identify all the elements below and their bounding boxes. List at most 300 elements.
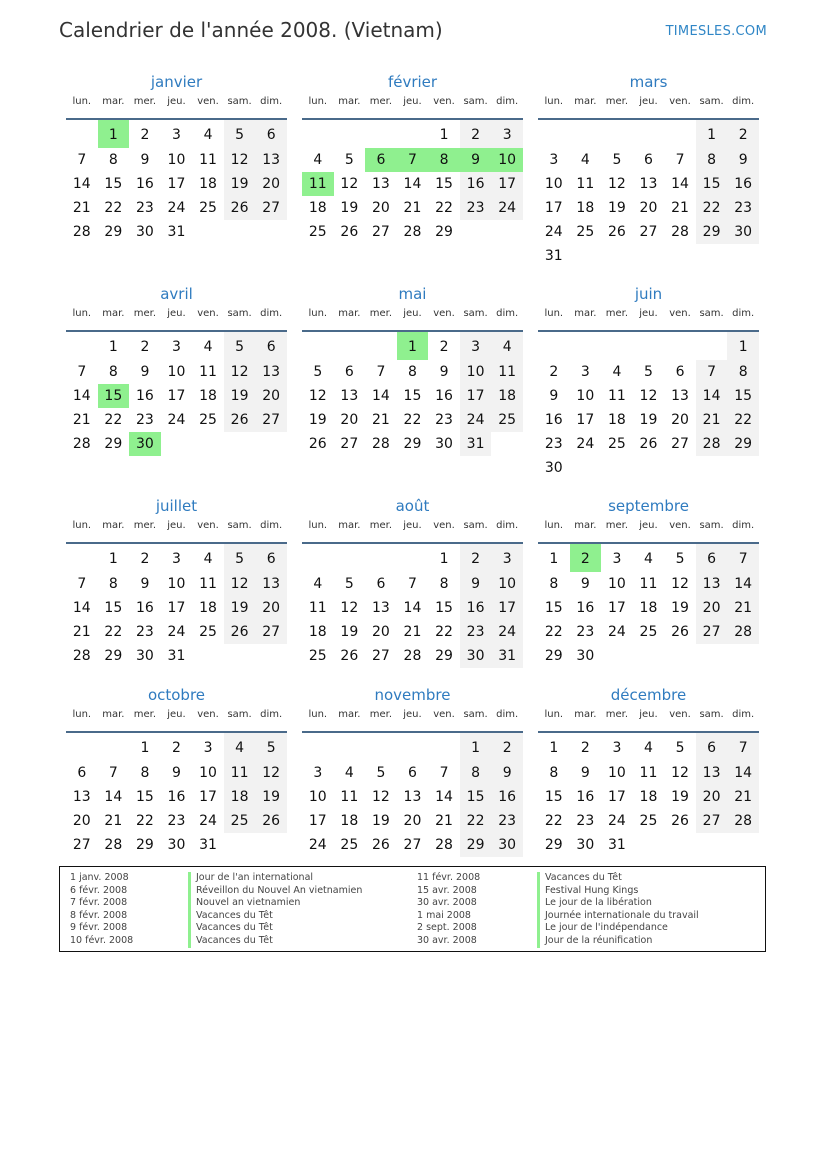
day-cell: 28 — [403, 648, 422, 664]
day-cell: 24 — [460, 408, 492, 432]
day-cell: 13 — [696, 572, 728, 596]
weekday-header: sam. — [224, 308, 256, 331]
day-cell: 16 — [460, 596, 492, 620]
day-cell: 11 — [199, 152, 217, 168]
legend-date: 1 janv. 2008 — [70, 872, 129, 883]
legend-holiday-name: Le jour de l'indépendance — [537, 922, 699, 935]
day-cell: 22 — [544, 624, 563, 640]
day-cell: 15 — [435, 176, 453, 192]
empty-day-cell — [302, 331, 334, 360]
weekday-header: jeu. — [633, 96, 665, 119]
day-cell: 24 — [308, 837, 327, 853]
day-cell: 29 — [104, 436, 123, 452]
day-cell: 11 — [308, 600, 327, 616]
legend-date: 1 mai 2008 — [417, 909, 471, 921]
month-block — [66, 492, 287, 681]
day-cell: 11 — [607, 388, 626, 404]
legend-holiday-name: Vacances du Têt — [537, 872, 699, 885]
day-cell: 5 — [313, 364, 323, 380]
weekday-header: lun. — [302, 709, 334, 732]
day-cell: 6 — [408, 765, 417, 781]
day-cell: 7 — [77, 364, 87, 380]
weekday-header: mar. — [98, 96, 130, 119]
weekday-header: lun. — [66, 308, 98, 331]
day-cell: 16 — [135, 600, 154, 616]
weekday-header: mer. — [601, 308, 633, 331]
day-cell: 30 — [435, 436, 453, 452]
day-cell: 30 — [491, 833, 523, 857]
weekday-header: ven. — [192, 308, 224, 331]
day-cell: 3 — [612, 740, 622, 756]
empty-day-cell — [696, 331, 728, 360]
empty-day-cell — [633, 644, 665, 668]
day-cell: 12 — [255, 761, 287, 785]
day-cell: 17 — [308, 813, 327, 829]
month-block — [302, 280, 523, 492]
weekday-header: sam. — [460, 709, 492, 732]
legend-holiday-name: Vacances du Têt — [188, 910, 362, 923]
day-cell: 6 — [696, 732, 728, 761]
weekday-header: lun. — [302, 308, 334, 331]
empty-day-cell — [491, 432, 523, 456]
empty-day-cell — [664, 456, 696, 480]
empty-day-cell — [397, 119, 429, 148]
day-cell: 14 — [104, 789, 123, 805]
month-block — [66, 681, 287, 861]
day-cell: 9 — [727, 148, 759, 172]
empty-day-cell — [727, 833, 759, 857]
empty-day-cell — [633, 833, 665, 857]
weekday-header: mer. — [129, 308, 161, 331]
weekday-header: lun. — [538, 308, 570, 331]
day-cell: 18 — [491, 384, 523, 408]
day-cell: 26 — [671, 624, 689, 640]
day-cell: 26 — [340, 648, 359, 664]
empty-day-cell — [633, 119, 665, 148]
weekday-header: dim. — [255, 520, 287, 543]
day-cell: 1 — [140, 740, 150, 756]
month-block — [538, 280, 759, 492]
month-grid — [302, 520, 523, 668]
day-cell: 22 — [104, 624, 123, 640]
day-cell: 14 — [72, 600, 91, 616]
day-cell: 8 — [428, 148, 460, 172]
day-cell: 20 — [403, 813, 422, 829]
empty-day-cell — [664, 244, 696, 268]
empty-day-cell — [334, 331, 366, 360]
weekday-header: ven. — [192, 520, 224, 543]
day-cell: 2 — [172, 740, 181, 756]
weekday-header: sam. — [696, 709, 728, 732]
day-cell: 21 — [727, 785, 759, 809]
day-cell: 11 — [199, 576, 217, 592]
weekday-header: mar. — [98, 520, 130, 543]
day-cell: 12 — [224, 148, 256, 172]
weekday-header: ven. — [428, 96, 460, 119]
day-cell: 13 — [340, 388, 359, 404]
day-cell: 15 — [104, 600, 123, 616]
day-cell: 11 — [302, 172, 334, 196]
empty-day-cell — [302, 732, 334, 761]
day-cell: 18 — [340, 813, 359, 829]
month-title: juin — [634, 285, 663, 303]
weekday-header: ven. — [428, 308, 460, 331]
month-block — [538, 492, 759, 681]
day-cell: 20 — [255, 596, 287, 620]
day-cell: 2 — [140, 551, 150, 567]
empty-day-cell — [601, 456, 633, 480]
day-cell: 18 — [639, 789, 658, 805]
weekday-header: sam. — [460, 96, 492, 119]
day-cell: 29 — [544, 837, 563, 853]
page-title: Calendrier de l'année 2008. (Vietnam) — [59, 18, 443, 42]
weekday-header: jeu. — [161, 308, 193, 331]
day-cell: 3 — [549, 152, 559, 168]
day-cell: 3 — [172, 127, 181, 143]
day-cell: 25 — [607, 436, 626, 452]
day-cell: 25 — [308, 648, 327, 664]
legend-holiday-name: Le jour de la libération — [537, 897, 699, 910]
day-cell: 23 — [435, 412, 453, 428]
day-cell: 29 — [104, 224, 123, 240]
legend-date: 10 févr. 2008 — [70, 934, 134, 946]
day-cell: 29 — [460, 833, 492, 857]
weekday-header: lun. — [302, 520, 334, 543]
day-cell: 16 — [576, 789, 595, 805]
weekday-header: jeu. — [397, 96, 429, 119]
day-cell: 4 — [203, 339, 213, 355]
empty-day-cell — [192, 644, 224, 668]
day-cell: 7 — [408, 576, 417, 592]
day-cell: 24 — [491, 196, 523, 220]
day-cell: 19 — [607, 200, 626, 216]
month-block — [302, 681, 523, 861]
month-title: mai — [398, 285, 427, 303]
day-cell: 17 — [491, 596, 523, 620]
day-cell: 27 — [371, 648, 390, 664]
day-cell: 10 — [576, 388, 595, 404]
empty-day-cell — [224, 432, 256, 456]
day-cell: 10 — [491, 572, 523, 596]
day-cell: 19 — [308, 412, 327, 428]
day-cell: 10 — [199, 765, 217, 781]
day-cell: 24 — [544, 224, 563, 240]
empty-day-cell — [601, 644, 633, 668]
day-cell: 5 — [344, 576, 354, 592]
legend-date: 7 févr. 2008 — [70, 897, 128, 909]
month-grid — [66, 96, 287, 244]
day-cell: 3 — [491, 119, 523, 148]
day-cell: 19 — [671, 789, 689, 805]
day-cell: 21 — [72, 624, 91, 640]
day-cell: 19 — [224, 596, 256, 620]
day-cell: 21 — [696, 408, 728, 432]
weekday-header: jeu. — [161, 709, 193, 732]
day-cell: 24 — [199, 813, 217, 829]
day-cell: 15 — [544, 600, 563, 616]
empty-day-cell — [570, 244, 602, 268]
day-cell: 20 — [696, 596, 728, 620]
day-cell: 26 — [639, 436, 658, 452]
day-cell: 19 — [224, 172, 256, 196]
day-cell: 11 — [199, 364, 217, 380]
day-cell: 24 — [576, 436, 595, 452]
weekday-header: ven. — [664, 308, 696, 331]
day-cell: 4 — [344, 765, 354, 781]
day-cell: 17 — [199, 789, 217, 805]
day-cell: 26 — [224, 408, 256, 432]
day-cell: 20 — [371, 624, 390, 640]
day-cell: 9 — [439, 364, 449, 380]
empty-day-cell — [302, 119, 334, 148]
day-cell: 18 — [199, 388, 217, 404]
day-cell: 4 — [644, 551, 653, 567]
day-cell: 13 — [671, 388, 689, 404]
day-cell: 25 — [199, 624, 217, 640]
day-cell: 6 — [365, 148, 397, 172]
day-cell: 14 — [671, 176, 689, 192]
day-cell: 12 — [224, 360, 256, 384]
day-cell: 6 — [675, 364, 685, 380]
weekday-header: dim. — [491, 308, 523, 331]
day-cell: 14 — [403, 600, 422, 616]
empty-day-cell — [664, 644, 696, 668]
day-cell: 1 — [549, 740, 559, 756]
day-cell: 9 — [460, 572, 492, 596]
weekday-header: jeu. — [161, 520, 193, 543]
day-cell: 30 — [460, 644, 492, 668]
day-cell: 3 — [491, 543, 523, 572]
day-cell: 27 — [340, 436, 359, 452]
day-cell: 28 — [72, 224, 91, 240]
day-cell: 19 — [671, 600, 689, 616]
empty-day-cell — [696, 833, 728, 857]
day-cell: 6 — [77, 765, 87, 781]
empty-day-cell — [727, 456, 759, 480]
month-grid — [302, 96, 523, 244]
empty-day-cell — [538, 331, 570, 360]
legend-date: 2 sept. 2008 — [417, 922, 477, 934]
empty-day-cell — [255, 220, 287, 244]
day-cell: 14 — [403, 176, 422, 192]
weekday-header: sam. — [460, 308, 492, 331]
day-cell: 27 — [255, 196, 287, 220]
day-cell: 26 — [607, 224, 626, 240]
day-cell: 8 — [140, 765, 150, 781]
day-cell: 3 — [172, 551, 181, 567]
day-cell: 31 — [607, 837, 626, 853]
day-cell: 11 — [491, 360, 523, 384]
empty-day-cell — [601, 244, 633, 268]
day-cell: 18 — [224, 785, 256, 809]
day-cell: 12 — [340, 176, 359, 192]
day-cell: 7 — [77, 152, 87, 168]
day-cell: 19 — [255, 785, 287, 809]
legend-holiday-name: Jour de la réunification — [537, 935, 699, 948]
day-cell: 28 — [104, 837, 123, 853]
day-cell: 5 — [612, 152, 622, 168]
day-cell: 22 — [403, 412, 422, 428]
day-cell: 31 — [544, 248, 563, 264]
weekday-header: jeu. — [397, 308, 429, 331]
month-title: octobre — [147, 686, 206, 704]
day-cell: 11 — [340, 789, 359, 805]
empty-day-cell — [428, 732, 460, 761]
day-cell: 20 — [639, 200, 658, 216]
day-cell: 4 — [313, 576, 323, 592]
day-cell: 29 — [104, 648, 123, 664]
day-cell: 3 — [580, 364, 590, 380]
day-cell: 23 — [544, 436, 563, 452]
day-cell: 16 — [460, 172, 492, 196]
weekday-header: dim. — [491, 709, 523, 732]
empty-day-cell — [224, 833, 256, 857]
weekday-header: lun. — [66, 520, 98, 543]
empty-day-cell — [696, 644, 728, 668]
day-cell: 11 — [639, 576, 658, 592]
weekday-header: mar. — [570, 520, 602, 543]
day-cell: 27 — [72, 837, 91, 853]
day-cell: 18 — [607, 412, 626, 428]
day-cell: 28 — [72, 436, 91, 452]
day-cell: 29 — [135, 837, 154, 853]
weekday-header: dim. — [491, 96, 523, 119]
legend-date: 11 févr. 2008 — [417, 872, 481, 883]
day-cell: 20 — [696, 785, 728, 809]
empty-day-cell — [570, 331, 602, 360]
day-cell: 9 — [140, 364, 150, 380]
day-cell: 31 — [167, 224, 186, 240]
weekday-header: sam. — [224, 709, 256, 732]
empty-day-cell — [255, 644, 287, 668]
day-cell: 4 — [313, 152, 323, 168]
day-cell: 25 — [639, 624, 658, 640]
day-cell: 27 — [639, 224, 658, 240]
weekday-header: mer. — [365, 709, 397, 732]
day-cell: 2 — [570, 543, 602, 572]
day-cell: 3 — [313, 765, 323, 781]
day-cell: 15 — [727, 384, 759, 408]
legend-date: 8 févr. 2008 — [70, 909, 128, 921]
weekday-header: jeu. — [397, 520, 429, 543]
day-cell: 31 — [199, 837, 217, 853]
day-cell: 17 — [576, 412, 595, 428]
empty-day-cell — [161, 432, 193, 456]
day-cell: 14 — [72, 388, 91, 404]
day-cell: 18 — [199, 600, 217, 616]
month-title: septembre — [608, 497, 689, 515]
day-cell: 2 — [140, 339, 150, 355]
day-cell: 5 — [644, 364, 653, 380]
day-cell: 26 — [371, 837, 390, 853]
weekday-header: mar. — [334, 96, 366, 119]
day-cell: 7 — [696, 360, 728, 384]
month-title: avril — [160, 285, 193, 303]
weekday-header: mar. — [334, 520, 366, 543]
day-cell: 17 — [460, 384, 492, 408]
empty-day-cell — [365, 119, 397, 148]
day-cell: 30 — [544, 460, 563, 476]
day-cell: 6 — [255, 543, 287, 572]
day-cell: 4 — [644, 740, 653, 756]
day-cell: 16 — [727, 172, 759, 196]
legend-date: 9 févr. 2008 — [70, 922, 128, 934]
day-cell: 18 — [576, 200, 595, 216]
day-cell: 22 — [435, 200, 453, 216]
weekday-header: mer. — [365, 96, 397, 119]
day-cell: 29 — [727, 432, 759, 456]
day-cell: 15 — [403, 388, 422, 404]
day-cell: 1 — [439, 551, 449, 567]
weekday-header: ven. — [428, 709, 460, 732]
day-cell: 14 — [371, 388, 390, 404]
day-cell: 7 — [727, 732, 759, 761]
day-cell: 19 — [639, 412, 658, 428]
day-cell: 21 — [403, 624, 422, 640]
site-brand-link[interactable]: TIMESLES.COM — [665, 24, 767, 39]
day-cell: 23 — [135, 412, 154, 428]
month-block — [538, 681, 759, 861]
day-cell: 22 — [104, 200, 123, 216]
weekday-header: ven. — [428, 520, 460, 543]
month-title: février — [387, 73, 438, 91]
day-cell: 5 — [224, 543, 256, 572]
weekday-header: ven. — [664, 96, 696, 119]
month-grid — [66, 709, 287, 857]
month-title: décembre — [610, 686, 687, 704]
empty-day-cell — [696, 244, 728, 268]
day-cell: 2 — [727, 119, 759, 148]
day-cell: 10 — [607, 765, 626, 781]
day-cell: 23 — [167, 813, 186, 829]
day-cell: 10 — [167, 576, 186, 592]
weekday-header: mer. — [129, 520, 161, 543]
day-cell: 17 — [167, 600, 186, 616]
day-cell: 29 — [435, 648, 453, 664]
day-cell: 25 — [224, 809, 256, 833]
weekday-header: mer. — [365, 520, 397, 543]
day-cell: 20 — [371, 200, 390, 216]
empty-day-cell — [66, 732, 98, 761]
day-cell: 4 — [203, 551, 213, 567]
day-cell: 7 — [727, 543, 759, 572]
weekday-header: ven. — [664, 709, 696, 732]
month-block — [302, 492, 523, 681]
day-cell: 25 — [199, 412, 217, 428]
day-cell: 7 — [439, 765, 449, 781]
day-cell: 27 — [403, 837, 422, 853]
day-cell: 13 — [255, 360, 287, 384]
day-cell: 24 — [167, 200, 186, 216]
day-cell: 12 — [607, 176, 626, 192]
day-cell: 24 — [607, 813, 626, 829]
weekday-header: mar. — [334, 308, 366, 331]
day-cell: 5 — [376, 765, 386, 781]
weekday-header: mer. — [129, 96, 161, 119]
day-cell: 17 — [607, 600, 626, 616]
year-calendar — [66, 68, 759, 861]
month-block — [538, 68, 759, 280]
day-cell: 11 — [576, 176, 595, 192]
day-cell: 22 — [544, 813, 563, 829]
day-cell: 6 — [376, 576, 386, 592]
empty-day-cell — [255, 432, 287, 456]
day-cell: 1 — [460, 732, 492, 761]
weekday-header: jeu. — [633, 308, 665, 331]
day-cell: 27 — [255, 408, 287, 432]
day-cell: 18 — [308, 200, 327, 216]
empty-day-cell — [460, 220, 492, 244]
